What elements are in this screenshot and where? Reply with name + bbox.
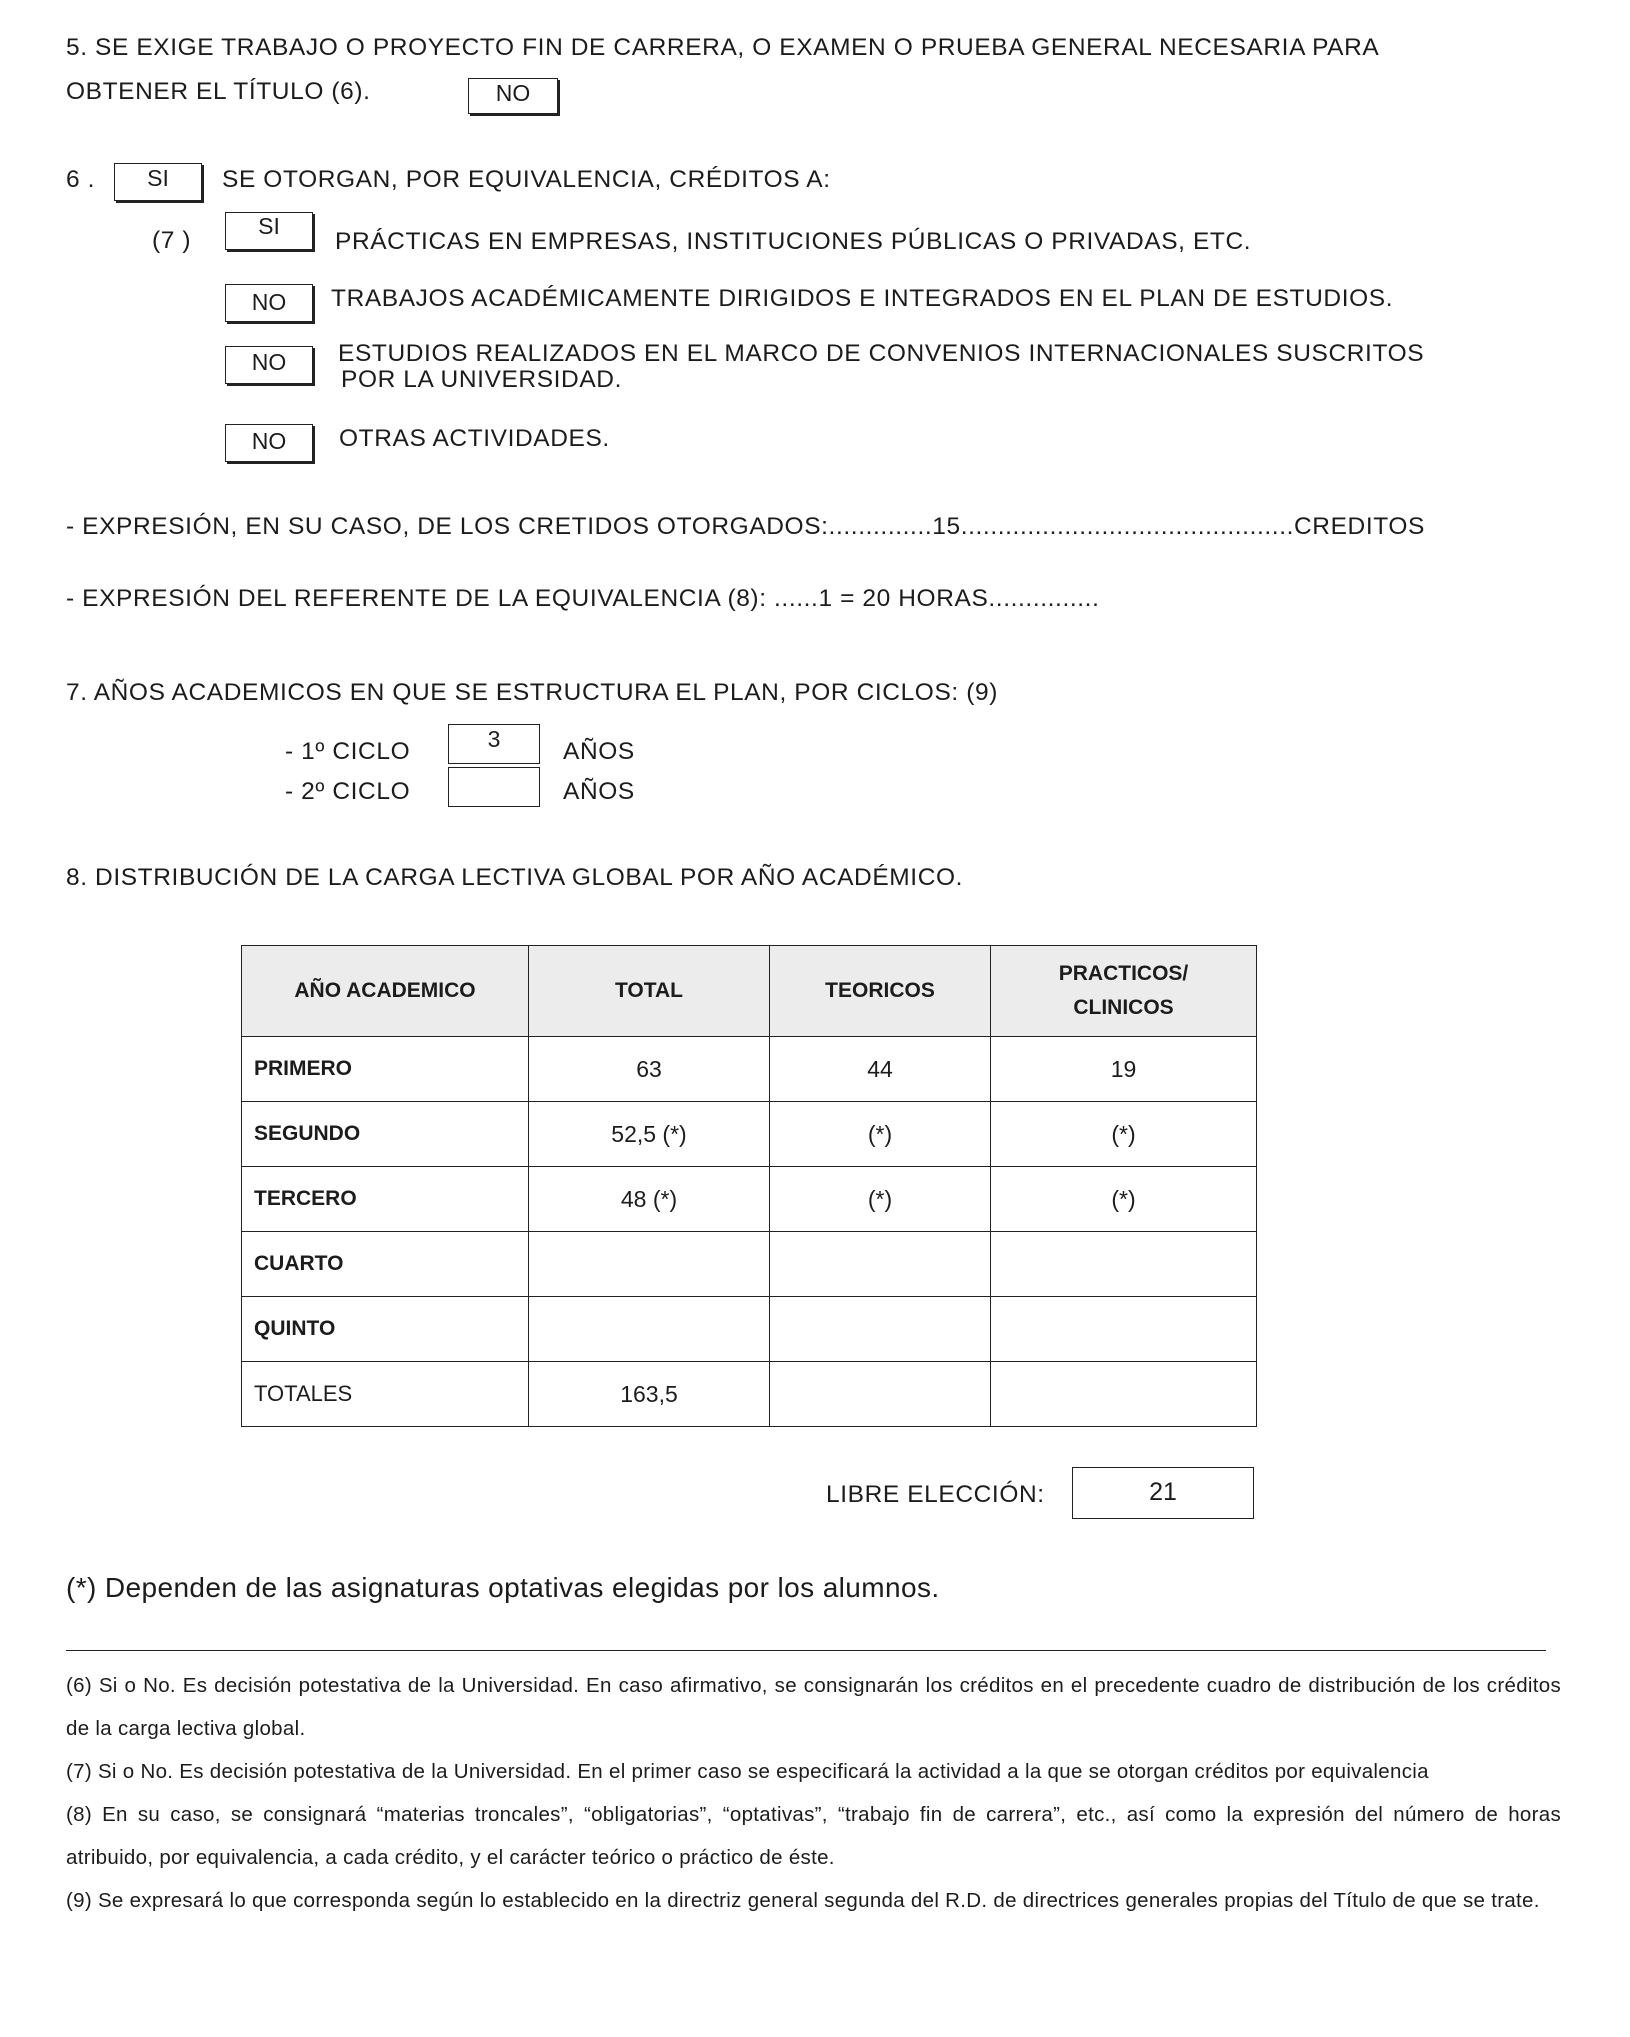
item-trabajos-answer: NO (251, 289, 287, 315)
cell-practicos (991, 1297, 1257, 1362)
cell-teoricos: (*) (770, 1167, 991, 1232)
item-trabajos-text: TRABAJOS ACADÉMICAMENTE DIRIGIDOS E INTEGRADOS EN EL PLAN DE ESTUDIOS. (331, 285, 1394, 312)
table-row (242, 1167, 1257, 1232)
cell-teoricos (770, 1362, 991, 1427)
carga-lectiva-table (241, 945, 1257, 1427)
cell-total: 52,5 (*) (529, 1102, 770, 1167)
footnote-9: (9) Se expresará lo que corresponda según lo establecido en la directriz general segunda del R.D. de directrices generales propias del Título de que se trate. (66, 1889, 1540, 1912)
table-row (242, 1362, 1257, 1427)
ciclo2-unit: AÑOS (563, 778, 635, 805)
cell-practicos: 19 (991, 1037, 1257, 1102)
section6-note-ref: (7 ) (152, 227, 192, 254)
item-trabajos-answer-box (225, 284, 313, 322)
header-ano-academico: AÑO ACADEMICO (242, 946, 529, 1037)
row-label: CUARTO (242, 1232, 529, 1297)
section5-line2: OBTENER EL TÍTULO (6). (66, 78, 371, 105)
item-practicas-answer-box (225, 212, 313, 250)
libre-eleccion-value: 21 (1149, 1478, 1177, 1506)
ciclo1-value-box (448, 724, 540, 764)
section6-answer-box (114, 163, 202, 201)
row-label: QUINTO (242, 1297, 529, 1362)
libre-eleccion-box (1072, 1467, 1254, 1519)
cell-teoricos: (*) (770, 1102, 991, 1167)
section7-heading: 7. AÑOS ACADEMICOS EN QUE SE ESTRUCTURA EL PLAN, POR CICLOS: (9) (66, 679, 998, 706)
cell-teoricos: 44 (770, 1037, 991, 1102)
item-convenios-text2: POR LA UNIVERSIDAD. (341, 366, 622, 393)
cell-practicos: (*) (991, 1102, 1257, 1167)
section6-number: 6 . (66, 166, 96, 193)
cell-total (529, 1232, 770, 1297)
row-label: TOTALES (242, 1362, 529, 1427)
header-teoricos: TEORICOS (770, 946, 991, 1037)
section6-heading: SE OTORGAN, POR EQUIVALENCIA, CRÉDITOS A: (222, 166, 831, 193)
ciclo1-label: - 1º CICLO (285, 738, 411, 765)
row-label: PRIMERO (242, 1037, 529, 1102)
cell-practicos (991, 1232, 1257, 1297)
table-row (242, 1297, 1257, 1362)
item-practicas-text: PRÁCTICAS EN EMPRESAS, INSTITUCIONES PÚBLICAS O PRIVADAS, ETC. (335, 228, 1252, 255)
item-otras-text: OTRAS ACTIVIDADES. (339, 425, 610, 452)
cell-total: 48 (*) (529, 1167, 770, 1232)
footnotes (66, 1664, 1561, 1922)
section8-heading: 8. DISTRIBUCIÓN DE LA CARGA LECTIVA GLOBAL POR AÑO ACADÉMICO. (66, 864, 964, 891)
footnote-6: (6) Si o No. Es decisión potestativa de la Universidad. En caso afirmativo, se consignarán los créditos en el precedente cuadro de distribución de los créditos de la carga lectiva global. (66, 1674, 1561, 1740)
ciclo1-value: 3 (487, 726, 501, 752)
header-practicos-line1: PRACTICOS/ (1058, 962, 1189, 986)
item-otras-answer: NO (251, 428, 287, 454)
row-label: TERCERO (242, 1167, 529, 1232)
cell-total: 163,5 (529, 1362, 770, 1427)
section5-answer-box (468, 78, 558, 114)
row-label: SEGUNDO (242, 1102, 529, 1167)
table-header-row (242, 946, 1257, 1037)
cell-total: 63 (529, 1037, 770, 1102)
item-otras-answer-box (225, 424, 313, 462)
cell-teoricos (770, 1297, 991, 1362)
expresion-creditos: - EXPRESIÓN, EN SU CASO, DE LOS CRETIDOS OTORGADOS:..............15.............................................CREDITOS (66, 513, 1425, 540)
asterisk-note: (*) Dependen de las asignaturas optativas elegidas por los alumnos. (66, 1572, 940, 1603)
cell-total (529, 1297, 770, 1362)
cell-teoricos (770, 1232, 991, 1297)
item-convenios-answer: NO (251, 349, 287, 375)
footnote-8: (8) En su caso, se consignará “materias troncales”, “obligatorias”, “optativas”, “trabajo fin de carrera”, etc., así como la expresión del número de horas atribuido, por equivalencia, a cada crédito, y el carácter teórico o práctico de éste. (66, 1803, 1561, 1869)
table-row (242, 1102, 1257, 1167)
section6-answer: SI (147, 165, 169, 191)
header-practicos (991, 946, 1257, 1037)
ciclo2-value-box (448, 767, 540, 807)
ciclo1-unit: AÑOS (563, 738, 635, 765)
cell-practicos (991, 1362, 1257, 1427)
item-convenios-answer-box (225, 346, 313, 384)
section5-line1: 5. SE EXIGE TRABAJO O PROYECTO FIN DE CARRERA, O EXAMEN O PRUEBA GENERAL NECESARIA PARA (66, 34, 1380, 61)
section5-answer: NO (495, 80, 531, 106)
table-row (242, 1037, 1257, 1102)
table-row (242, 1232, 1257, 1297)
libre-eleccion-label: LIBRE ELECCIÓN: (826, 1481, 1045, 1508)
footnote-divider (66, 1650, 1546, 1651)
footnote-7: (7) Si o No. Es decisión potestativa de la Universidad. En el primer caso se especificará la actividad a la que se otorgan créditos por equivalencia (66, 1760, 1429, 1783)
expresion-referente: - EXPRESIÓN DEL REFERENTE DE LA EQUIVALENCIA (8): ......1 = 20 HORAS............... (66, 585, 1100, 612)
header-total: TOTAL (529, 946, 770, 1037)
cell-practicos: (*) (991, 1167, 1257, 1232)
ciclo2-label: - 2º CICLO (285, 778, 411, 805)
header-practicos-line2: CLINICOS (1073, 996, 1174, 1019)
item-practicas-answer: SI (258, 213, 280, 239)
item-convenios-text: ESTUDIOS REALIZADOS EN EL MARCO DE CONVENIOS INTERNACIONALES SUSCRITOS (338, 340, 1425, 367)
